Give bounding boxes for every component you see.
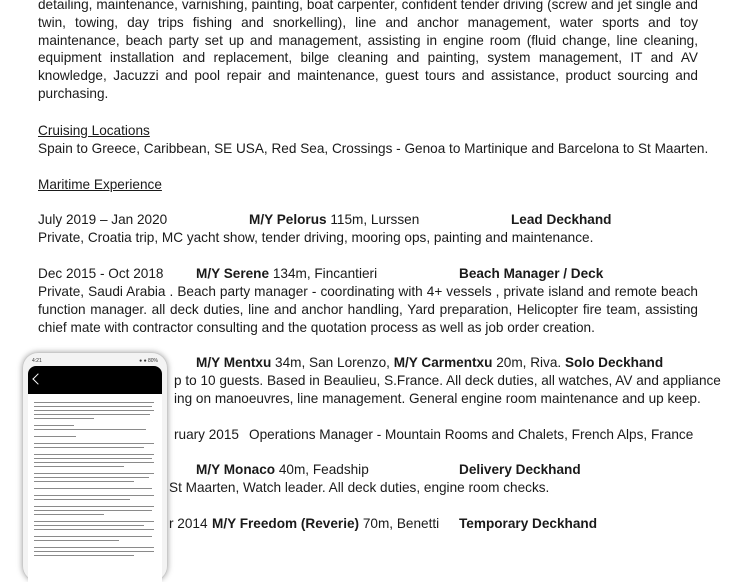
preview-line xyxy=(34,429,146,430)
preview-line xyxy=(34,443,154,444)
preview-line xyxy=(34,540,119,541)
job-description: Private, Croatia trip, MC yacht show, tender driving, mooring ops, painting and maintenance. xyxy=(38,230,594,245)
preview-line xyxy=(34,510,152,511)
vessel-name-info xyxy=(196,461,369,479)
vessel-name-2: M/Y Carmentxu xyxy=(393,355,493,370)
vessel-details: 115m, Lurssen xyxy=(326,212,420,227)
preview-line xyxy=(34,495,154,496)
vessel-name-info xyxy=(196,265,377,283)
preview-line xyxy=(34,414,150,415)
job-role: Lead Deckhand xyxy=(511,212,612,227)
job-dates: July 2019 – Jan 2020 xyxy=(38,212,168,227)
phone-preview-thumbnail[interactable] xyxy=(22,352,168,582)
phone-clock: 4:21 xyxy=(32,358,42,364)
job-dates: Dec 2015 - Oct 2018 xyxy=(38,266,164,281)
preview-line xyxy=(34,514,104,515)
job-row-pelorus xyxy=(38,211,698,229)
vessel-name: M/Y Pelorus xyxy=(249,212,327,227)
preview-line xyxy=(34,425,74,426)
preview-line xyxy=(34,521,154,522)
vessel-name: M/Y Freedom (Reverie) xyxy=(212,516,360,531)
preview-line xyxy=(34,466,124,467)
preview-line xyxy=(34,418,94,419)
job-description: Private, Saudi Arabia . Beach party manager - coordinating with 4+ vessels , private island and remote beach function manager. all deck duties, line and anchor handling, Yard preparation, Helicopter fire team, assisting chief mate with contractor consulting and the quotation process as well as job order creation. xyxy=(38,284,698,335)
job-description: ing on manoeuvres, line management. General engine room maintenance and up keep. xyxy=(174,391,701,406)
preview-line xyxy=(34,529,154,530)
preview-line xyxy=(34,477,149,478)
vessel-name-info xyxy=(212,515,439,533)
preview-line xyxy=(34,488,152,489)
cruising-text: Spain to Greece, Caribbean, SE USA, Red Sea, Crossings - Genoa to Martinique and Barcelona to St Maarten. xyxy=(38,141,709,156)
vessel-name: M/Y Serene xyxy=(196,266,270,281)
preview-line xyxy=(34,551,154,552)
vessel-details: 34m, San Lorenzo, xyxy=(271,355,394,370)
job-description: St Maarten, Watch leader. All deck duties, engine room checks. xyxy=(169,480,550,495)
vessel-name-info xyxy=(249,211,419,229)
preview-line xyxy=(34,462,154,463)
preview-line xyxy=(34,410,154,411)
preview-line xyxy=(34,536,152,537)
vessel-details-2: 20m, Riva. xyxy=(492,355,565,370)
vessel-details: 134m, Fincantieri xyxy=(269,266,378,281)
maritime-heading: Maritime Experience xyxy=(38,177,162,192)
back-arrow-icon[interactable] xyxy=(32,373,43,384)
preview-line xyxy=(34,406,152,407)
job-role: Temporary Deckhand xyxy=(459,516,597,531)
cruising-heading: Cruising Locations xyxy=(38,123,150,138)
vessel-name: M/Y Mentxu xyxy=(196,355,272,370)
preview-line xyxy=(34,458,152,459)
job-dates: r 2014 xyxy=(169,516,208,531)
phone-app-bar xyxy=(28,366,162,394)
preview-line xyxy=(34,454,154,455)
job-row-serene xyxy=(38,265,698,283)
vessel-details: 70m, Benetti xyxy=(359,516,440,531)
preview-line xyxy=(34,402,154,403)
preview-line xyxy=(34,499,130,500)
preview-line xyxy=(34,555,134,556)
vessel-details: 40m, Feadship xyxy=(275,462,369,477)
preview-line xyxy=(34,481,134,482)
preview-line xyxy=(34,525,144,526)
preview-line xyxy=(34,547,154,548)
phone-status-icons: ● ● 80% xyxy=(139,358,158,364)
vessel-name-info xyxy=(196,354,663,372)
phone-document-preview xyxy=(28,394,162,582)
job-role: Solo Deckhand xyxy=(564,355,664,370)
job-role: Delivery Deckhand xyxy=(459,462,581,477)
phone-status-bar xyxy=(30,357,160,366)
job-description: p to 10 guests. Based in Beaulieu, S.France. All deck duties, all watches, AV and appliance xyxy=(174,373,721,388)
job-role: Beach Manager / Deck xyxy=(459,266,604,281)
vessel-name: M/Y Monaco xyxy=(196,462,276,477)
preview-line xyxy=(34,473,154,474)
preview-line xyxy=(34,447,144,448)
job-text: Operations Manager - Mountain Rooms and Chalets, French Alps, France xyxy=(249,427,694,442)
preview-line xyxy=(34,506,154,507)
duties-paragraph: detailing, maintenance, varnishing, painting, boat carpenter, confident tender driving (screw and jet single and twin, towing, day trips fishing and snorkelling), line and anchor management, water sports and toy maintenance, beach party set up and management, assisting in engine room (fluid change, line cleaning, equipment installation and replacement, bilge cleaning and painting, system management, IT and AV knowledge, Jacuzzi and pool repair and maintenance, guest tours and assistance, product sourcing and purchasing. xyxy=(38,0,698,101)
preview-line xyxy=(34,436,76,437)
job-dates: ruary 2015 xyxy=(174,427,239,442)
